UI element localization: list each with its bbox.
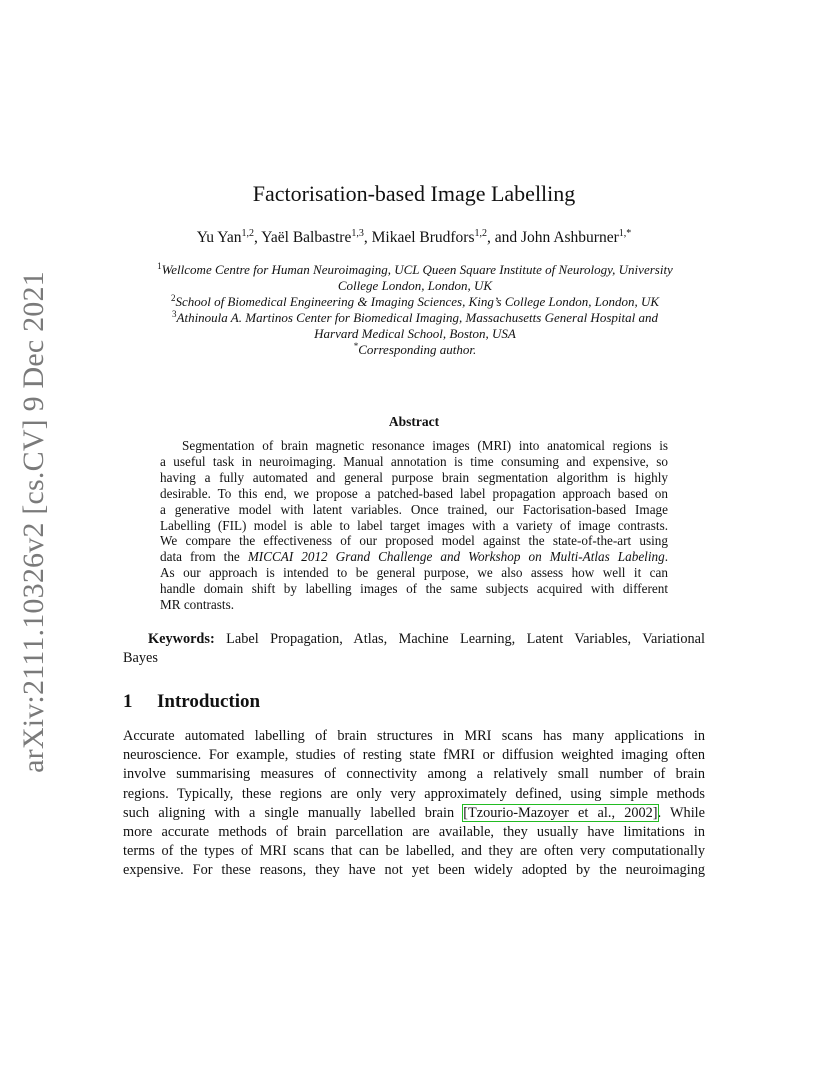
introduction-body [123,727,705,881]
arxiv-identifier-stamp: arXiv:2111.10326v2 [cs.CV] 9 Dec 2021 [17,271,50,773]
author-separator: , [254,229,262,246]
author-list [0,228,828,248]
intro-line: Accurate automated labelling of brain structures in MRI scans has many applications in [123,728,705,744]
abstract-line: MR contrasts. [160,597,234,613]
author-affiliation-marker: 1,* [618,228,632,239]
affiliation-3 [120,310,710,326]
author-separator: , [363,229,372,246]
paper-title: Factorisation-based Image Labelling [252,181,576,206]
keywords-label: Keywords: [148,631,215,647]
keywords-block [123,630,705,667]
author-separator: , and [487,229,522,246]
abstract-line [160,549,668,565]
corresponding-text: Corresponding author. [358,342,477,357]
abstract-line: We compare the effectiveness of our proposed model against the state-of-the-art using [160,533,668,549]
corresponding-author-note [120,342,710,358]
section-title: Introduction [157,691,261,712]
abstract-line: a useful task in neuroimaging. Manual annotation is time consuming and expensive, so [160,453,668,469]
abstract-dataset-name: MICCAI 2012 Grand Challenge and Workshop on Multi-Atlas Labeling [247,549,665,565]
affiliation-marker: 3 [172,309,177,319]
abstract-line: having a fully automated and general purpose brain segmentation algorithm is highly [160,469,668,485]
intro-line: expensive. For these reasons, they have not yet been widely adopted by the neuroimaging [123,862,705,879]
affiliation-text: Wellcome Centre for Human Neuroimaging, UCL Queen Square Institute of Neurology, University [161,262,673,277]
affiliation-1-cont: College London, London, UK [337,278,493,293]
author-name: John Ashburner [521,229,619,246]
affiliation-2 [120,294,710,310]
keywords-line: Bayes [123,649,158,666]
affiliation-marker: 2 [170,293,176,303]
author-affiliation-marker: 1,2 [241,228,255,239]
abstract-heading: Abstract [388,414,440,429]
section-number: 1 [123,691,133,712]
affiliation-text: School of Biomedical Engineering & Imaging Sciences, King’s College London, London, UK [175,294,660,309]
citation-link[interactable]: [Tzourio-Mazoyer et al., 2002] [463,804,658,821]
affiliation-block [120,262,710,358]
author-affiliation-marker: 1,3 [351,228,364,239]
keywords-text: Label Propagation, Atlas, Machine Learning, Latent Variables, Variational [226,631,705,647]
abstract-text: data from the [160,549,240,565]
keywords-line [123,630,705,649]
intro-line [123,804,705,823]
affiliation-text: Athinoula A. Martinos Center for Biomedical Imaging, Massachusetts General Hospital and [176,310,658,325]
intro-line: involve summarising measures of connectivity among a relatively small number of brain [123,766,705,783]
abstract-line: Segmentation of brain magnetic resonance images (MRI) into anatomical regions is [182,438,668,453]
abstract-line: handle domain shift by labelling images of the same subjects acquired with different [160,581,668,597]
author-name: Mikael Brudfors [371,229,475,246]
affiliation-1 [120,262,710,278]
abstract-line: As our approach is intended to be general purpose, we also assess how well it can [160,565,668,581]
intro-text: such aligning with a single manually labelled brain [123,804,455,821]
affiliation-marker: 1 [157,261,162,271]
intro-line: more accurate methods of brain parcellation are available, they usually have limitations in [123,824,705,841]
corresponding-marker: * [353,341,359,351]
abstract-text: . [664,549,668,565]
abstract-line: Labelling (FIL) model is able to label target images with a variety of image contrasts. [160,517,668,533]
abstract-body [160,438,668,613]
intro-line: neuroscience. For example, studies of resting state fMRI or diffusion weighted imaging often [123,747,705,764]
intro-line: terms of the types of MRI scans that can be labelled, and they are often very computationally [123,843,705,860]
intro-line: regions. Typically, these regions are only very approximately defined, using simple methods [123,785,705,802]
author-affiliation-marker: 1,2 [474,228,487,239]
affiliation-3-cont: Harvard Medical School, Boston, USA [314,326,516,341]
section-heading [123,690,260,714]
abstract-line: desirable. To this end, we propose a patched-based label propagation approach based on [160,485,668,501]
intro-text: . While [657,804,705,821]
abstract-line: a generative model with latent variables. Once trained, our Factorisation-based Image [160,501,668,517]
author-name: Yaël Balbastre [261,229,352,246]
author-name: Yu Yan [196,229,242,246]
